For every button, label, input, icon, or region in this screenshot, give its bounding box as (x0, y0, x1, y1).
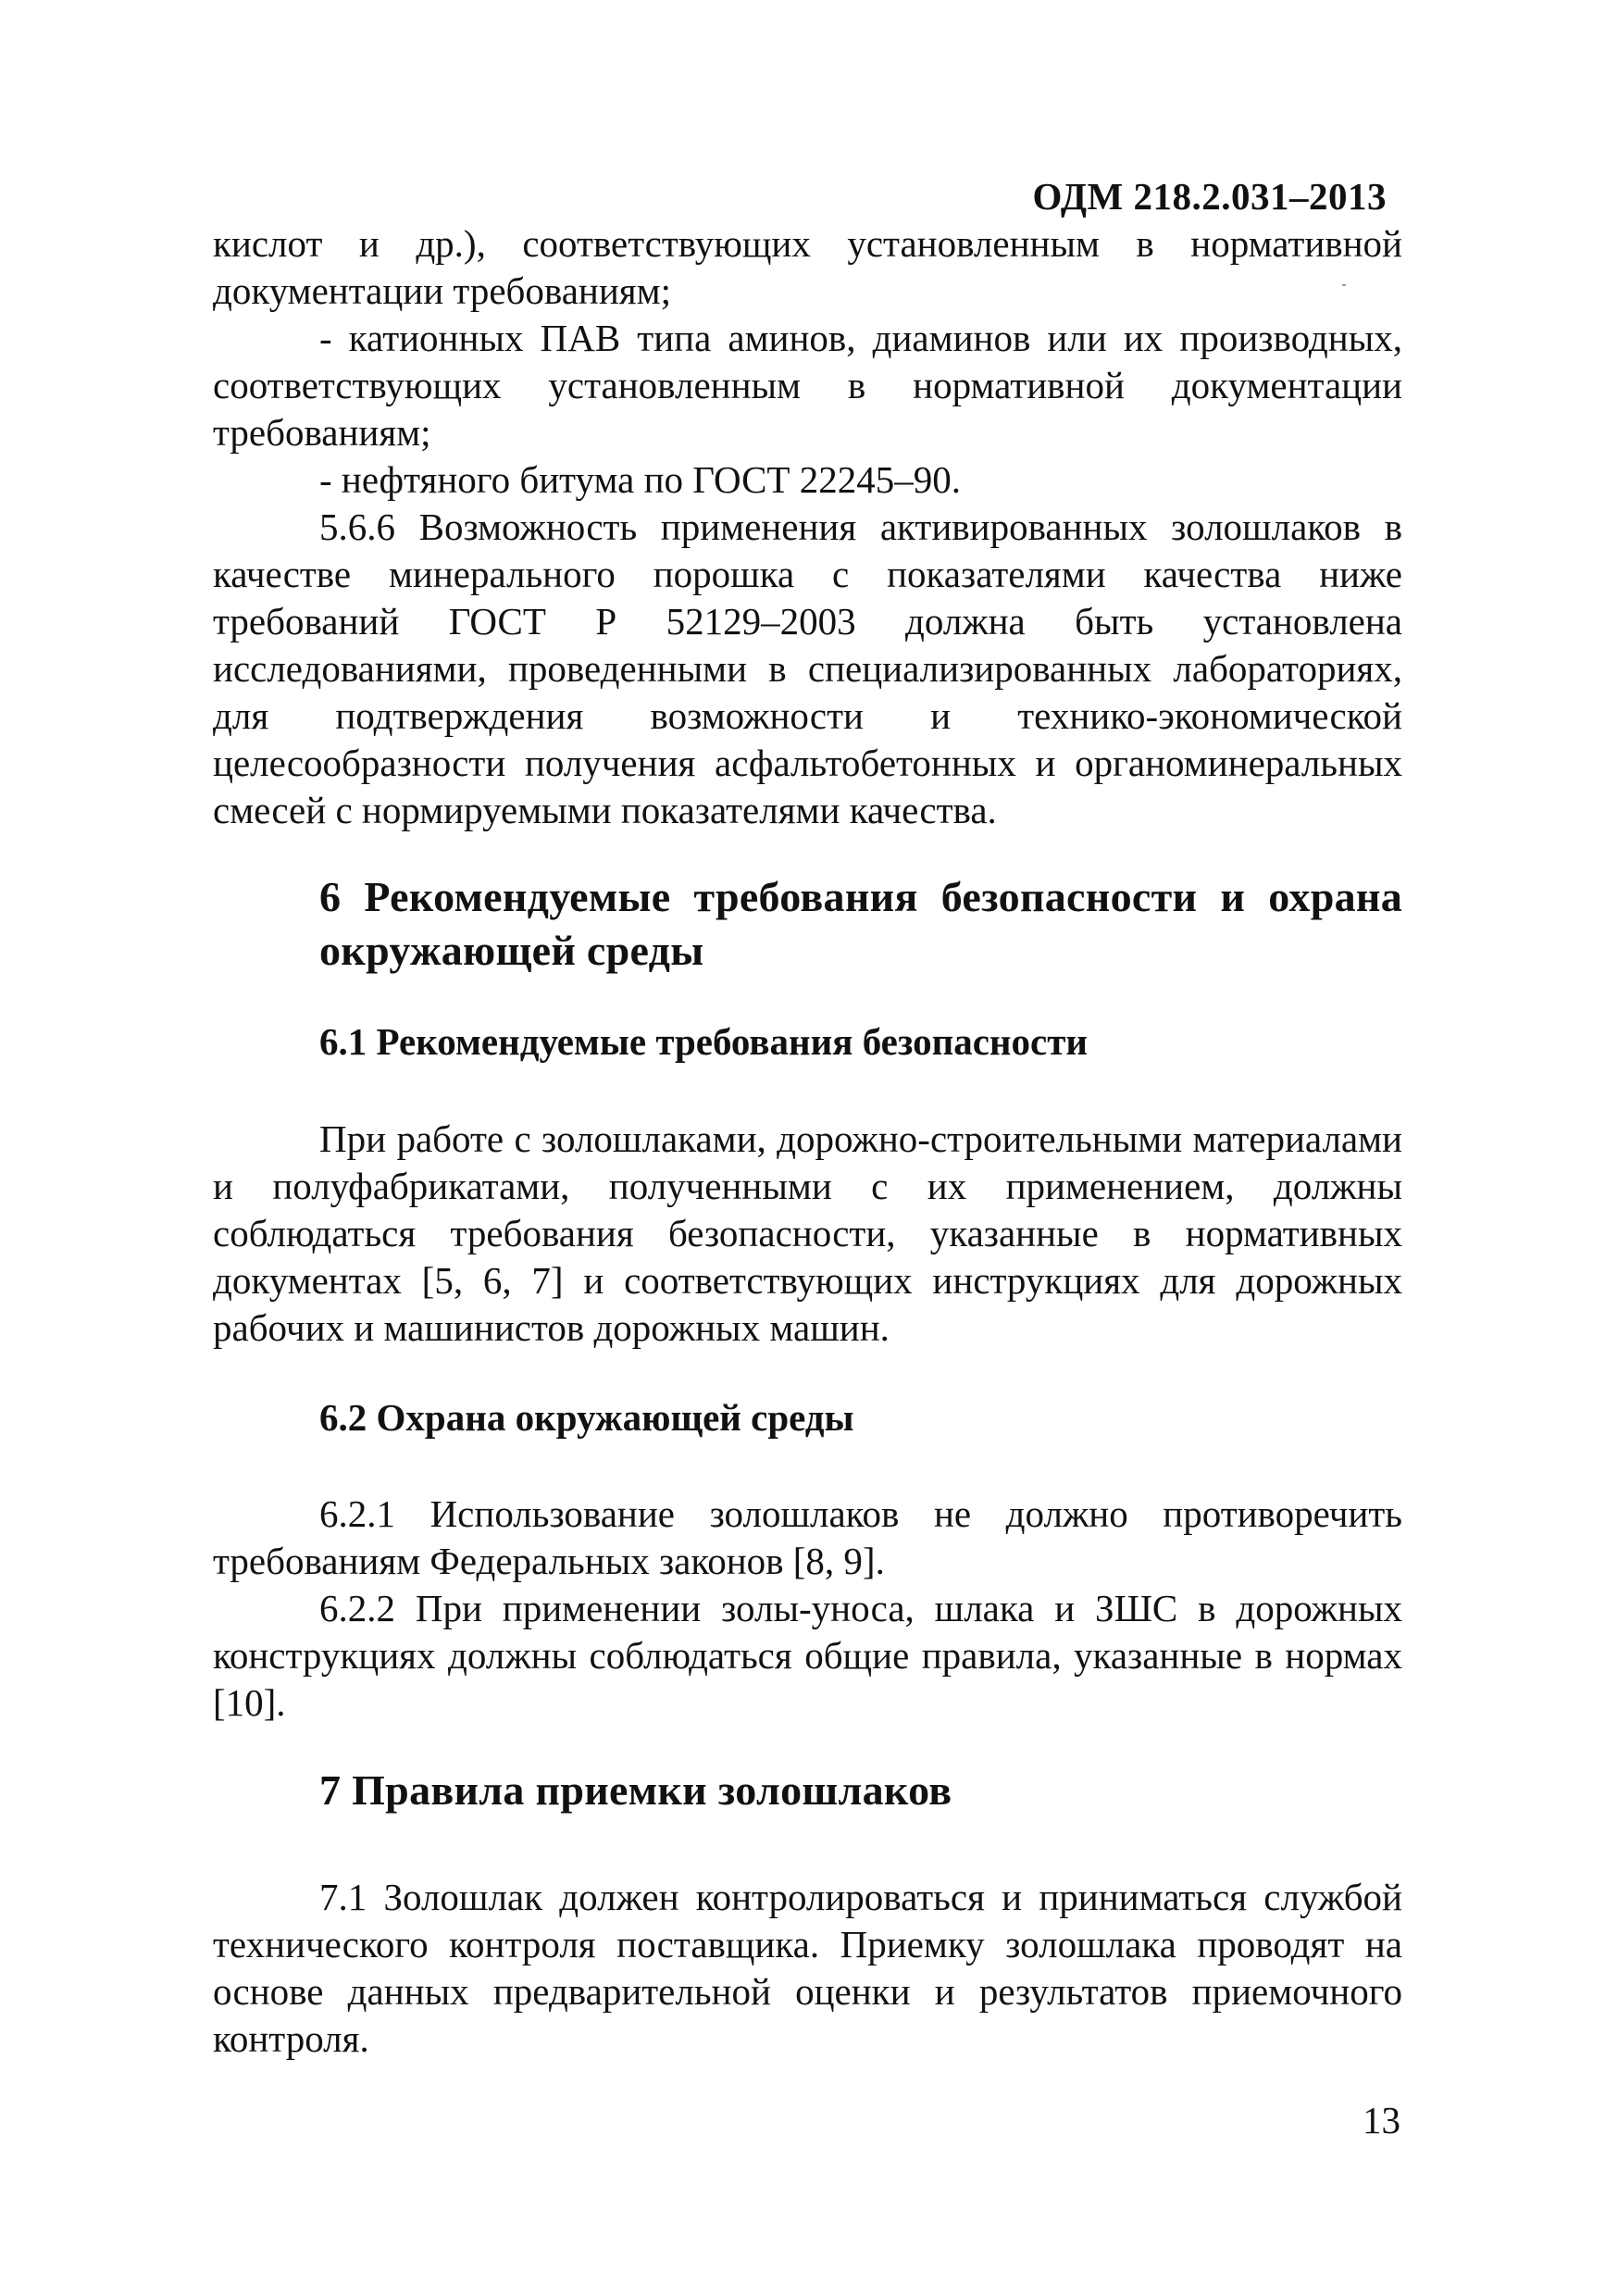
subsection-6-1-heading: 6.1 Рекомендуемые требования безопасности (319, 1020, 1089, 1063)
section-7-text (213, 1874, 1402, 2063)
subsection-6-2-text (213, 1491, 1402, 1727)
list-item-cationic: - катионных ПАВ типа аминов, диаминов или их производных, соответствующих установленным в нормативной документации требованиям; (213, 317, 1402, 454)
section-6-heading: 6 Рекомендуемые требования безопасности и охрана окружающей среды (319, 873, 1402, 974)
paragraph-6-1: При работе с золошлаками, дорожно-строительными материалами и полуфабрикатами, полученными с их применением, должны соблюдаться требования безопасности, указанные в нормативных документах [5, 6, 7] и соответствующих инструкциях для дорожных рабочих и машинистов дорожных машин. (213, 1117, 1402, 1349)
subsection-6-1-text (213, 1116, 1402, 1352)
section-5-text (213, 220, 1402, 834)
paragraph-6-2-1: 6.2.1 Использование золошлаков не должно противоречить требованиям Федеральных законов [8, 9]. (213, 1492, 1402, 1582)
section-7-heading: 7 Правила приемки золошлаков (319, 1766, 952, 1814)
list-item-bitumen: - нефтяного битума по ГОСТ 22245–90. (319, 458, 961, 501)
subsection-6-2-heading: 6.2 Охрана окружающей среды (319, 1396, 854, 1439)
paragraph-5-6-6: 5.6.6 Возможность применения активированных золошлаков в качестве минерального порошка с показателями качества ниже требований ГОСТ Р 52129–2003 должна быть установлена исследованиями, проведенными в специализированных лабораториях, для подтверждения возможности и технико-экономической целесообразности получения асфальтобетонных и органоминеральных смесей с нормируемыми показателями качества. (213, 505, 1402, 831)
page-number: 13 (1363, 2099, 1400, 2141)
paragraph-continuation: кислот и др.), соответствующих установленным в нормативной документации требованиям; (213, 222, 1402, 312)
document-code: ОДМ 218.2.031–2013 (1032, 175, 1387, 218)
paragraph-7-1: 7.1 Золошлак должен контролироваться и приниматься службой технического контроля поставщика. Приемку золошлака проводят на основе данных предварительной оценки и результатов приемочного контроля. (213, 1876, 1402, 2060)
paragraph-6-2-2: 6.2.2 При применении золы-уноса, шлака и ЗШС в дорожных конструкциях должны соблюдаться общие правила, указанные в нормах [10]. (213, 1587, 1402, 1724)
